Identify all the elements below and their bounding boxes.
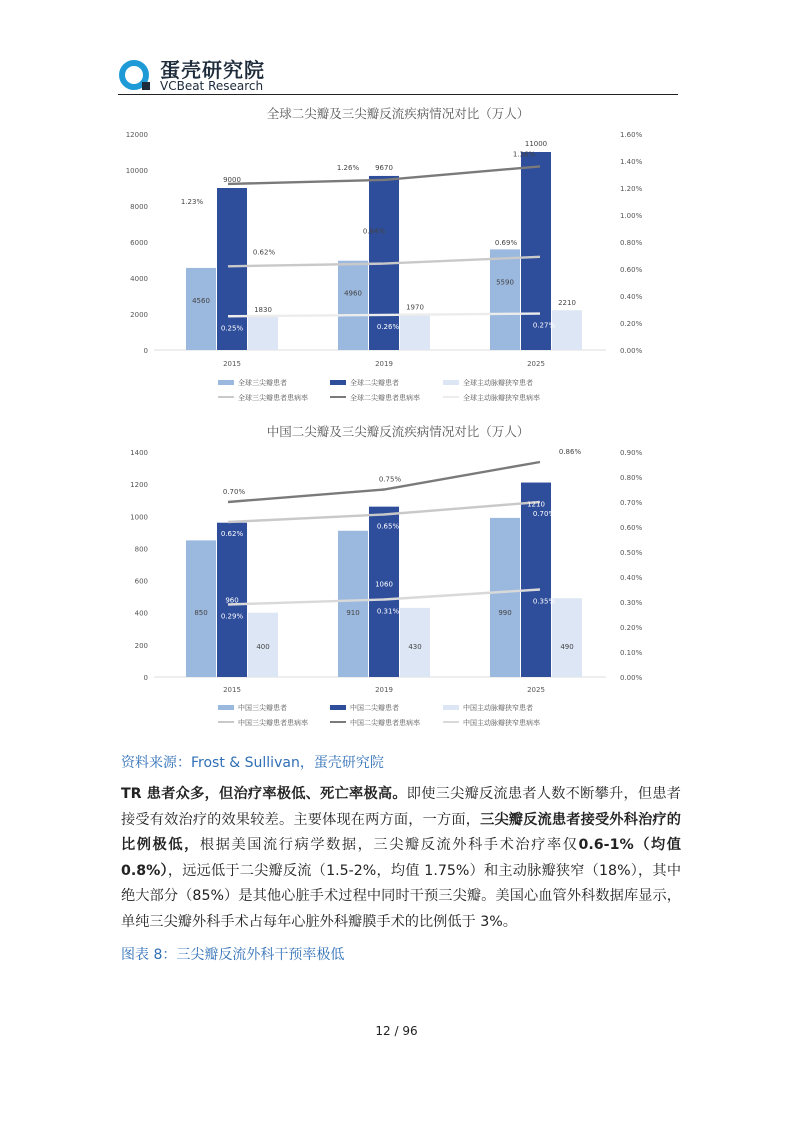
bar-label-中国三尖瓣患者-2015: 850 (194, 609, 208, 617)
global-valve-disease-chart (118, 100, 678, 410)
legend-label-全球二尖瓣患者: 全球二尖瓣患者 (350, 379, 399, 387)
right-axis-tick: 0.50% (620, 549, 643, 557)
legend-label-中国三尖瓣患者患病率: 中国三尖瓣患者患病率 (238, 719, 308, 727)
category-label-2019: 2019 (375, 360, 393, 368)
right-axis-tick: 0.20% (620, 624, 643, 632)
category-label-2025: 2025 (527, 360, 545, 368)
bar-label-全球主动脉瓣狭窄患者-2025: 2210 (558, 299, 576, 308)
left-axis-tick: 1400 (130, 449, 148, 457)
body-paragraph (121, 782, 681, 935)
bar-全球三尖瓣患者-2019 (338, 261, 368, 350)
para-text-3: ，远远低于二尖瓣反流（1.5-2%，均值 1.75%）和主动脉瓣狭窄（18%），其中绝大部分（85%）是其他心脏手术过程中同时干预三尖瓣。美国心血管外科数据库显示，单纯三尖瓣外科手术占每年心脏外科瓣膜手术的比例低于 3%。 (121, 862, 682, 930)
category-label-2019: 2019 (375, 686, 393, 694)
bar-label-全球三尖瓣患者-2015: 4560 (192, 296, 210, 305)
legend-swatch-全球二尖瓣患者 (330, 380, 346, 385)
legend-label-全球三尖瓣患者: 全球三尖瓣患者 (238, 379, 287, 387)
line-label-中国三尖瓣患者患病率-2019: 0.65% (376, 522, 400, 531)
para-bold-1: TR 患者众多，但治疗率极低、死亡率极高。 (121, 786, 407, 802)
legend-swatch-中国二尖瓣患者 (330, 705, 346, 710)
bar-中国主动脉瓣狭窄患者-2025 (552, 598, 582, 677)
bar-label-全球主动脉瓣狭窄患者-2019: 1970 (406, 303, 424, 312)
left-axis-tick: 200 (134, 641, 148, 650)
bar-全球主动脉瓣狭窄患者-2025 (552, 310, 582, 350)
right-axis-tick: 0.00% (620, 347, 643, 355)
line-label-中国三尖瓣患者患病率-2015: 0.62% (220, 530, 244, 538)
bar-label-全球主动脉瓣狭窄患者-2015: 1830 (254, 306, 272, 315)
source-note: 资料来源：Frost & Sullivan，蛋壳研究院 (121, 755, 384, 771)
line-label-中国主动脉瓣狭窄患病率-2015: 0.29% (220, 612, 244, 621)
legend-label-中国主动脉瓣狭窄患者: 中国主动脉瓣狭窄患者 (463, 704, 533, 712)
left-axis-tick: 4000 (130, 275, 148, 283)
para-bold-2: 三尖瓣反流患者接受外科治疗的比例极低， (121, 811, 681, 853)
bar-label-全球二尖瓣患者-2019: 9670 (375, 163, 393, 172)
line-label-全球三尖瓣患者患病率-2015: 0.62% (252, 248, 276, 257)
line-label-全球二尖瓣患者患病率-2015: 1.23% (180, 197, 204, 206)
line-label-全球三尖瓣患者患病率-2025: 0.69% (494, 238, 518, 247)
line-label-中国三尖瓣患者患病率-2025: 0.70% (532, 510, 556, 518)
figure-caption: 图表 8：三尖瓣反流外科干预率极低 (121, 947, 345, 963)
bar-label-中国二尖瓣患者-2025: 1210 (527, 500, 545, 509)
bar-中国三尖瓣患者-2025 (490, 518, 520, 677)
para-text-1: 即使三尖瓣反流患者人数不断攀升，但患者接受有效治疗的效果较差。主要体现在两方面，一方面， (121, 786, 681, 828)
right-axis-tick: 0.20% (620, 320, 643, 328)
left-axis-tick: 800 (134, 545, 148, 554)
bar-label-中国主动脉瓣狭窄患者-2015: 400 (256, 643, 270, 651)
brand-name-cn: 蛋壳研究院 (160, 58, 265, 82)
bar-label-全球三尖瓣患者-2019: 4960 (344, 289, 362, 298)
bar-label-全球三尖瓣患者-2025: 5590 (496, 278, 514, 287)
left-axis-tick: 400 (134, 609, 148, 618)
brand-name-en: VCBeat Research (160, 79, 264, 93)
left-axis-tick: 12000 (125, 131, 148, 139)
legend-label-全球二尖瓣患者患病率: 全球二尖瓣患者患病率 (350, 394, 420, 402)
line-label-中国二尖瓣患者患病率-2019: 0.75% (378, 475, 402, 484)
bar-label-中国二尖瓣患者-2019: 1060 (375, 580, 393, 589)
line-label-全球主动脉瓣狭窄患病率-2015: 0.25% (220, 324, 244, 333)
header-divider (118, 94, 678, 95)
right-axis-tick: 1.60% (620, 131, 643, 139)
chart-title: 中国二尖瓣及三尖瓣反流疾病情况对比（万人） (266, 424, 530, 439)
bar-全球主动脉瓣狭窄患者-2015 (248, 317, 278, 350)
bar-label-全球二尖瓣患者-2015: 9000 (223, 176, 241, 184)
right-axis-tick: 0.10% (620, 649, 643, 657)
line-label-全球主动脉瓣狭窄患病率-2025: 0.27% (532, 321, 556, 330)
left-axis-tick: 2000 (130, 311, 148, 319)
legend-label-中国二尖瓣患者: 中国二尖瓣患者 (350, 704, 399, 712)
right-axis-tick: 0.90% (620, 449, 643, 457)
chart-title: 全球二尖瓣及三尖瓣反流疾病情况对比（万人） (266, 106, 530, 121)
china-valve-disease-chart (118, 418, 678, 734)
line-label-全球二尖瓣患者患病率-2025: 1.36% (512, 150, 536, 159)
right-axis-tick: 1.00% (620, 212, 643, 220)
line-label-中国二尖瓣患者患病率-2015: 0.70% (222, 488, 246, 496)
page-header (118, 52, 678, 96)
category-label-2015: 2015 (223, 360, 241, 368)
left-axis-tick: 1200 (130, 481, 148, 490)
legend-label-中国二尖瓣患者患病率: 中国二尖瓣患者患病率 (350, 719, 420, 727)
left-axis-tick: 0 (143, 674, 148, 682)
right-axis-tick: 0.40% (620, 293, 643, 301)
bar-全球三尖瓣患者-2015 (186, 268, 216, 350)
vcbeat-logo-icon (118, 58, 152, 92)
bar-全球主动脉瓣狭窄患者-2019 (400, 315, 430, 350)
legend-swatch-中国主动脉瓣狭窄患者 (443, 705, 459, 710)
right-axis-tick: 0.70% (620, 499, 643, 507)
legend-label-中国三尖瓣患者: 中国三尖瓣患者 (238, 704, 287, 712)
left-axis-tick: 1000 (130, 513, 148, 522)
legend-label-全球主动脉瓣狭窄患者: 全球主动脉瓣狭窄患者 (463, 379, 533, 387)
bar-中国二尖瓣患者-2019 (369, 507, 399, 677)
line-label-全球主动脉瓣狭窄患病率-2019: 0.26% (376, 322, 400, 331)
para-text-2: 根据美国流行病学数据，三尖瓣反流外科手术治疗率仅 (199, 837, 579, 853)
bar-label-中国主动脉瓣狭窄患者-2019: 430 (408, 643, 422, 651)
bar-label-中国三尖瓣患者-2025: 990 (498, 609, 512, 617)
bar-全球三尖瓣患者-2025 (490, 249, 520, 350)
legend-swatch-全球三尖瓣患者 (218, 380, 234, 385)
right-axis-tick: 1.40% (620, 158, 643, 166)
right-axis-tick: 0.80% (620, 474, 643, 482)
right-axis-tick: 0.30% (620, 599, 643, 607)
line-label-中国主动脉瓣狭窄患病率-2019: 0.31% (376, 607, 400, 616)
left-axis-tick: 0 (143, 347, 148, 355)
left-axis-tick: 8000 (130, 203, 148, 211)
right-axis-tick: 1.20% (620, 185, 643, 193)
para-bold-3: 0.6-1%（均值 0.8%） (121, 837, 681, 879)
bar-label-中国二尖瓣患者-2015: 960 (225, 596, 239, 605)
left-axis-tick: 600 (134, 577, 148, 586)
category-label-2015: 2015 (223, 686, 241, 694)
legend-swatch-中国三尖瓣患者 (218, 705, 234, 710)
legend-label-中国主动脉瓣狭窄患病率: 中国主动脉瓣狭窄患病率 (463, 719, 540, 727)
line-label-全球三尖瓣患者患病率-2019: 0.64% (362, 227, 386, 236)
bar-label-中国主动脉瓣狭窄患者-2025: 490 (560, 643, 574, 651)
left-axis-tick: 10000 (125, 167, 148, 175)
legend-label-全球主动脉瓣狭窄患病率: 全球主动脉瓣狭窄患病率 (463, 394, 540, 402)
left-axis-tick: 6000 (130, 239, 148, 247)
category-label-2025: 2025 (527, 686, 545, 694)
page-number: 12 / 96 (375, 1024, 418, 1038)
line-label-中国二尖瓣患者患病率-2025: 0.86% (558, 448, 582, 456)
line-label-中国主动脉瓣狭窄患病率-2025: 0.35% (532, 597, 556, 606)
bar-label-全球二尖瓣患者-2025: 11000 (524, 140, 548, 148)
right-axis-tick: 0.80% (620, 239, 643, 247)
bar-全球二尖瓣患者-2025 (521, 152, 551, 350)
right-axis-tick: 0.00% (620, 674, 643, 682)
legend-label-全球三尖瓣患者患病率: 全球三尖瓣患者患病率 (238, 394, 308, 402)
legend-swatch-全球主动脉瓣狭窄患者 (443, 380, 459, 385)
right-axis-tick: 0.60% (620, 524, 643, 532)
right-axis-tick: 0.40% (620, 574, 643, 582)
bar-中国三尖瓣患者-2019 (338, 531, 368, 677)
right-axis-tick: 0.60% (620, 266, 643, 274)
line-label-全球二尖瓣患者患病率-2019: 1.26% (336, 163, 360, 172)
bar-label-中国三尖瓣患者-2019: 910 (346, 609, 360, 617)
